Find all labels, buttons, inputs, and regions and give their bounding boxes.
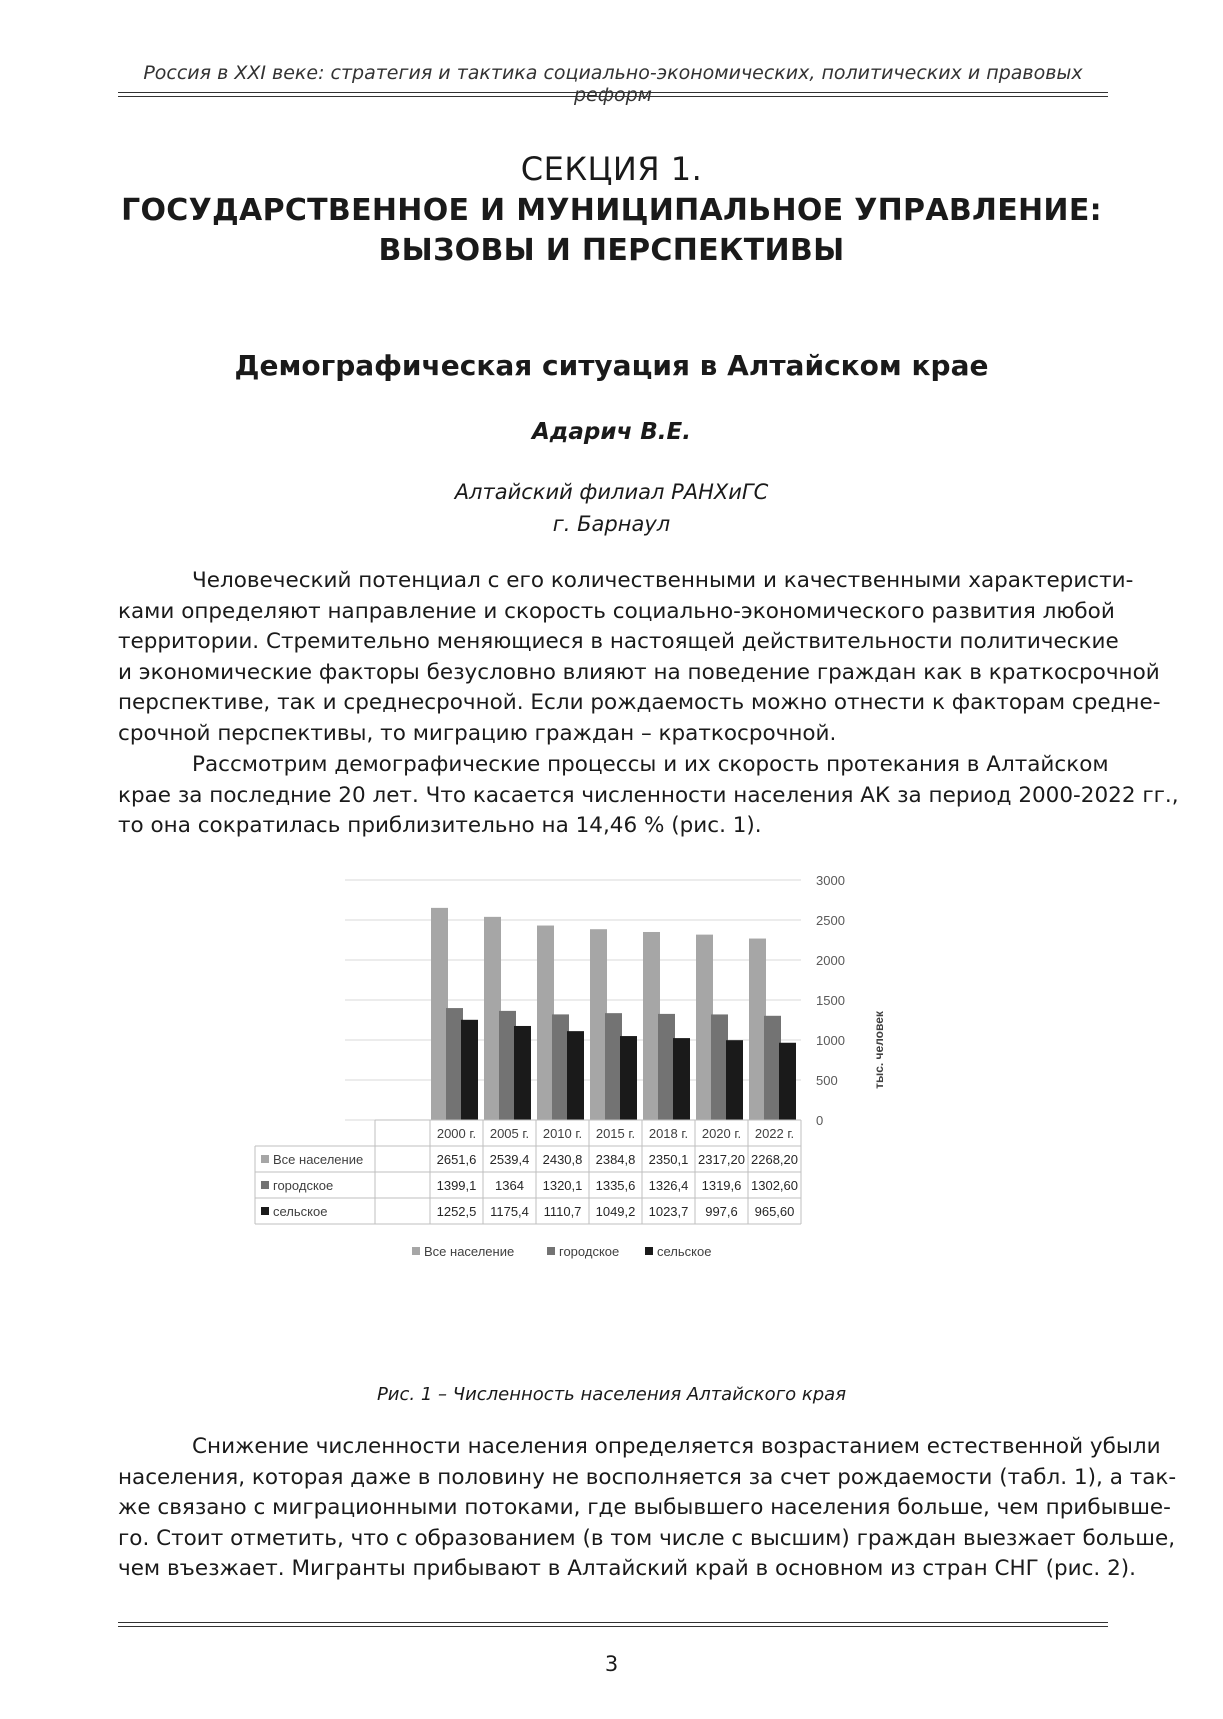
- legend-key: [547, 1247, 555, 1255]
- bar-rural: [514, 1026, 531, 1120]
- page-number: 3: [604, 1652, 619, 1676]
- text-line: Человеческий потенциал с его количественными и качественными характеристи-: [192, 568, 1134, 593]
- data-value: 1326,4: [648, 1178, 689, 1193]
- category-label: 2022 г.: [754, 1126, 795, 1141]
- data-value: 1175,4: [490, 1204, 529, 1219]
- bar-total: [590, 929, 607, 1120]
- bar-rural: [673, 1038, 690, 1120]
- legend-key: [261, 1181, 269, 1189]
- bar-urban: [552, 1014, 569, 1120]
- series-label: Все население: [273, 1152, 364, 1167]
- footer-rule: [118, 1622, 1108, 1623]
- bar-rural: [567, 1031, 584, 1120]
- bar-urban: [658, 1014, 675, 1120]
- bar-urban: [499, 1011, 516, 1120]
- bar-total: [696, 935, 713, 1120]
- text-line: и экономические факторы безусловно влияют на поведение граждан как в краткосрочной: [118, 659, 1160, 685]
- data-value: 1364: [495, 1178, 524, 1193]
- data-value: 1399,1: [436, 1178, 477, 1193]
- text-line: то она сократилась приблизительно на 14,46 % (рис. 1).: [118, 813, 762, 838]
- data-value: 1302,60: [751, 1178, 798, 1193]
- text-line: срочной перспективы, то миграцию граждан – краткосрочной.: [118, 720, 837, 746]
- section-subtitle: ВЫЗОВЫ И ПЕРСПЕКТИВЫ: [378, 233, 845, 268]
- data-value: 1252,5: [436, 1204, 477, 1219]
- legend-key: [261, 1207, 269, 1215]
- header-rule: [118, 92, 1108, 93]
- text-line: Снижение численности населения определяется возрастанием естественной убыли: [192, 1434, 1161, 1459]
- y-tick-label: 500: [816, 1073, 838, 1088]
- data-value: 2651,6: [436, 1152, 477, 1167]
- bar-total: [484, 917, 501, 1120]
- running-header: Россия в XXI веке: стратегия и тактика социально-экономических, политических и правовых реформ: [143, 62, 1083, 106]
- legend-label: городское: [559, 1244, 620, 1259]
- y-tick-label: 0: [816, 1113, 824, 1128]
- series-label: городское: [273, 1178, 334, 1193]
- text-line: территории. Стремительно меняющиеся в настоящей действительности политические: [118, 629, 1119, 654]
- text-line: Рассмотрим демографические процессы и их скорость протекания в Алтайском: [192, 752, 1109, 777]
- text-line: же связано с миграционными потоками, где выбывшего населения больше, чем прибывше-: [118, 1495, 1171, 1520]
- data-value: 2539,4: [489, 1152, 530, 1167]
- paper-title: Демографическая ситуация в Алтайском крае: [234, 349, 989, 382]
- bar-rural: [620, 1036, 637, 1120]
- paragraph-3: [118, 1432, 1177, 1585]
- category-label: 2018 г.: [648, 1126, 689, 1141]
- data-value: 2350,1: [648, 1152, 689, 1167]
- bar-urban: [446, 1008, 463, 1120]
- data-value: 1023,7: [648, 1204, 689, 1219]
- bar-urban: [764, 1016, 781, 1120]
- bar-rural: [461, 1020, 478, 1120]
- category-label: 2005 г.: [489, 1126, 530, 1141]
- data-value: 1049,2: [595, 1204, 636, 1219]
- legend-key: [412, 1247, 420, 1255]
- category-label: 2015 г.: [595, 1126, 636, 1141]
- affiliation: Алтайский филиал РАНХиГС: [454, 480, 769, 504]
- bar-total: [749, 939, 766, 1120]
- category-label: 2000 г.: [436, 1126, 477, 1141]
- data-value: 997,6: [705, 1204, 738, 1219]
- data-value: 2430,8: [542, 1152, 583, 1167]
- data-value: 1110,7: [543, 1204, 582, 1219]
- city: г. Барнаул: [552, 512, 671, 536]
- text-line: населения, которая даже в половину не восполняется за счет рождаемости (табл. 1), а так-: [118, 1464, 1177, 1490]
- bar-urban: [605, 1013, 622, 1120]
- bar-total: [537, 926, 554, 1120]
- section-title: ГОСУДАРСТВЕННОЕ И МУНИЦИПАЛЬНОЕ УПРАВЛЕНИЕ:: [121, 193, 1102, 228]
- bar-total: [431, 908, 448, 1120]
- data-value: 2268,20: [751, 1152, 798, 1167]
- paragraph-2: [118, 750, 1179, 842]
- bar-rural: [726, 1040, 743, 1120]
- bar-total: [643, 932, 660, 1120]
- y-tick-label: 3000: [816, 873, 845, 888]
- text-line: го. Стоит отметить, что с образованием (в том числе с высшим) граждан выезжает больше,: [118, 1525, 1176, 1551]
- text-line: ками определяют направление и скорость социально-экономического развития любой: [118, 598, 1115, 624]
- paragraph-1: [118, 566, 1161, 749]
- text-line: чем въезжает. Мигранты прибывают в Алтайский край в основном из стран СНГ (рис. 2).: [118, 1556, 1136, 1581]
- y-tick-label: 2000: [816, 953, 845, 968]
- legend-label: Все население: [424, 1244, 515, 1259]
- data-value: 1319,6: [701, 1178, 742, 1193]
- figure-caption: Рис. 1 – Численность населения Алтайского края: [376, 1384, 847, 1405]
- header-rule-double: [118, 96, 1108, 97]
- data-value: 965,60: [754, 1204, 795, 1219]
- footer-rule-double: [118, 1626, 1108, 1627]
- y-tick-label: 1500: [816, 993, 845, 1008]
- category-label: 2010 г.: [542, 1126, 583, 1141]
- text-line: перспективе, так и среднесрочной. Если рождаемость можно отнести к факторам средне-: [118, 690, 1161, 715]
- y-tick-label: 1000: [816, 1033, 845, 1048]
- section-number: СЕКЦИЯ 1.: [520, 150, 703, 188]
- category-label: 2020 г.: [701, 1126, 742, 1141]
- data-value: 2317,20: [698, 1152, 745, 1167]
- legend-key: [645, 1247, 653, 1255]
- y-axis-label: тыс. человек: [872, 1011, 886, 1089]
- text-line: крае за последние 20 лет. Что касается численности населения АК за период 2000-2022 гг.,: [118, 782, 1179, 808]
- y-tick-label: 2500: [816, 913, 845, 928]
- data-value: 2384,8: [595, 1152, 636, 1167]
- series-label: сельское: [273, 1204, 328, 1219]
- legend-label: сельское: [657, 1244, 712, 1259]
- data-value: 1335,6: [595, 1178, 636, 1193]
- author: Адарич В.Е.: [532, 419, 691, 445]
- bar-rural: [779, 1043, 796, 1120]
- bar-urban: [711, 1014, 728, 1120]
- population-chart: [250, 865, 930, 1335]
- legend-key: [261, 1155, 269, 1163]
- data-value: 1320,1: [542, 1178, 583, 1193]
